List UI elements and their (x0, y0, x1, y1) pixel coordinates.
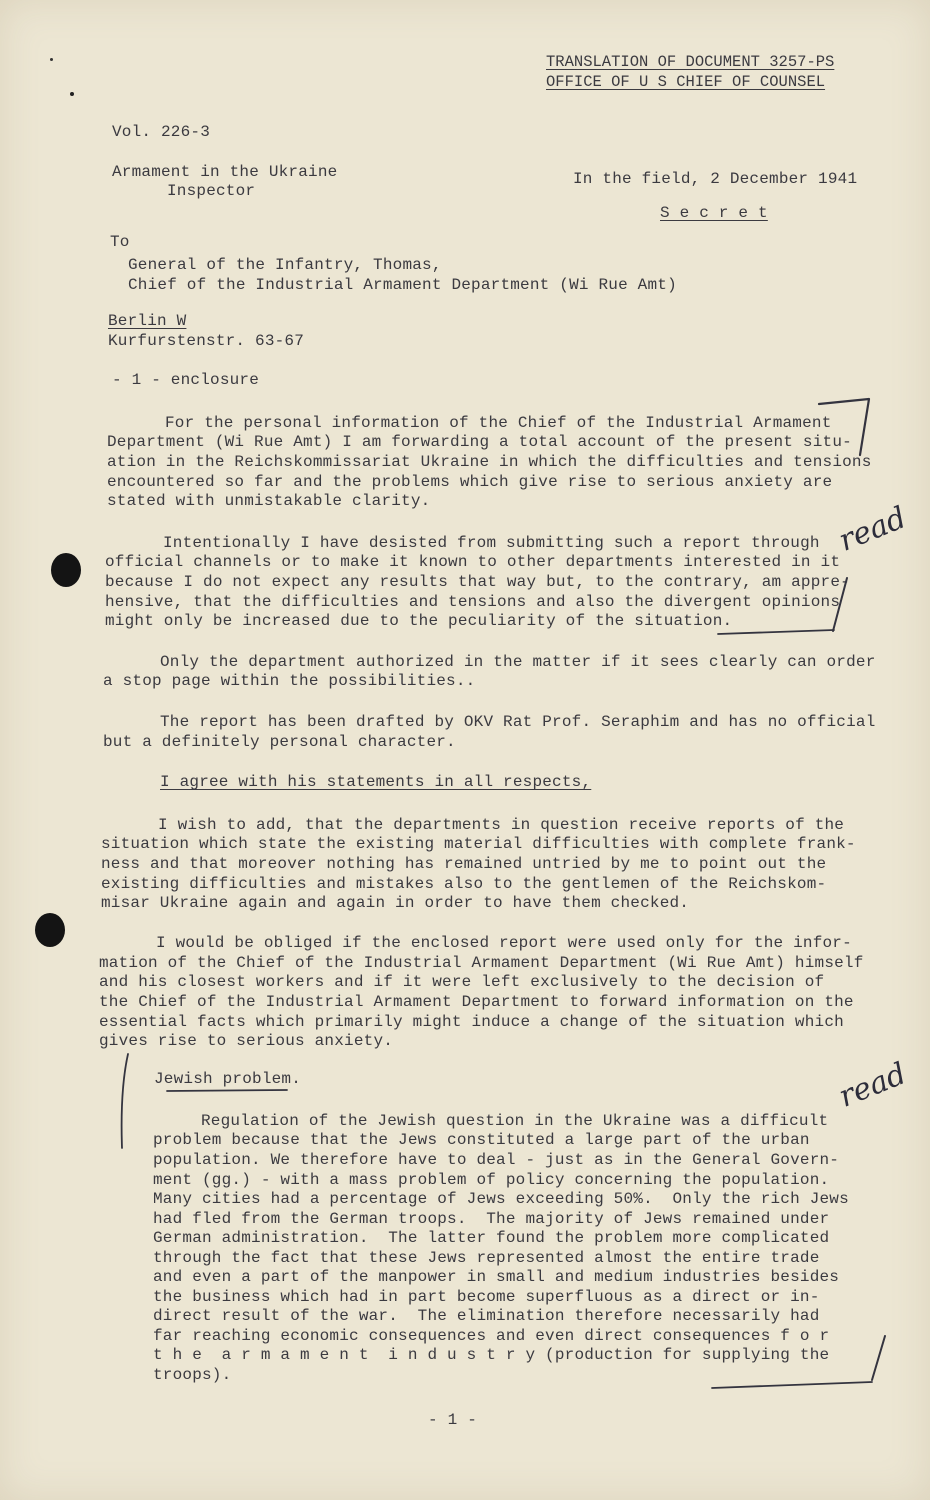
section-line: far reaching economic consequences and even direct consequences f o r (153, 1327, 830, 1345)
sender-line-2: Inspector (167, 182, 256, 200)
paragraph-3-line: Only the department authorized in the matter if it sees clearly can order (160, 653, 876, 671)
paragraph-7-line: gives rise to serious anxiety. (99, 1032, 394, 1050)
to-label: To (110, 233, 130, 251)
paragraph-6-line: misar Ukraine again and again in order to have them checked. (101, 894, 690, 912)
section-line: through the fact that these Jews represented almost the entire trade (153, 1249, 820, 1267)
paragraph-3-line: a stop page within the possibilities.. (103, 672, 476, 690)
section-line: the business which had in part become superfluous as a direct or in- (153, 1288, 820, 1306)
place-date: In the field, 2 December 1941 (573, 170, 858, 188)
agreement-statement: I agree with his statements in all respects, (160, 773, 592, 791)
section-end-bracket-vertical (872, 1336, 885, 1380)
section-line: t h e a r m a m e n t i n d u s t r y (production for supplying the (153, 1346, 830, 1364)
paragraph-6-line: ness and that moreover nothing has remained untried by me to point out the (101, 855, 827, 873)
section-line: German administration. The latter found the problem more complicated (153, 1229, 830, 1247)
section-line: troops). (153, 1366, 232, 1384)
section-line: had fled from the German troops. The majority of Jews remained under (153, 1210, 830, 1228)
sender-line-1: Armament in the Ukraine (112, 163, 338, 181)
paragraph-1-line: encountered so far and the problems which give rise to serious anxiety are (107, 473, 833, 491)
secret-classification: S e c r e t (660, 204, 768, 222)
enclosure-note: - 1 - enclosure (112, 371, 260, 389)
section-heading-jewish-problem: Jewish problem. (154, 1070, 302, 1088)
paragraph-1-line: ation in the Reichskommissariat Ukraine in which the difficulties and tensions (107, 453, 872, 471)
paragraph-2-line: hensive, that the difficulties and tensions and also the divergent opinions (105, 593, 841, 611)
paper-speck (50, 58, 53, 61)
paragraph-1-line: For the personal information of the Chief of the Industrial Armament (165, 414, 832, 432)
paragraph-2-line: Intentionally I have desisted from submitting such a report through (163, 534, 820, 552)
punch-hole-top (51, 553, 81, 587)
addressee-line-1: General of the Infantry, Thomas, (128, 256, 442, 274)
paragraph-6-line: existing difficulties and mistakes also to the gentlemen of the Reichskom- (101, 875, 827, 893)
paragraph-1-line: Department (Wi Rue Amt) I am forwarding a total account of the present situ- (107, 433, 852, 451)
translation-header: TRANSLATION OF DOCUMENT 3257-PS (546, 53, 835, 71)
volume-number: Vol. 226-3 (112, 123, 211, 141)
page-number: - 1 - (428, 1411, 478, 1429)
paragraph-6-line: situation which state the existing material difficulties with complete frank- (101, 835, 856, 853)
addressee-city: Berlin W (108, 312, 187, 330)
paper-speck (70, 92, 74, 96)
section-line: population. We therefore have to deal - just as in the General Govern- (153, 1151, 840, 1169)
paragraph-6-line: I wish to add, that the departments in question receive reports of the (158, 816, 845, 834)
section-line: Many cities had a percentage of Jews exceeding 50%. Only the rich Jews (153, 1190, 849, 1208)
paragraph-7-line: and his closest workers and if it were left exclusively to the decision of (99, 973, 825, 991)
addressee-line-2: Chief of the Industrial Armament Department (Wi Rue Amt) (128, 276, 677, 294)
handwritten-read-note: read (833, 500, 912, 559)
section-line: direct result of the war. The elimination therefore necessarily had (153, 1307, 820, 1325)
paragraph-1-line: stated with unmistakable clarity. (107, 492, 431, 510)
paragraph-2-line: might only be increased due to the peculiarity of the situation. (105, 612, 733, 630)
addressee-street: Kurfurstenstr. 63-67 (108, 332, 305, 350)
paragraph-7-line: the Chief of the Industrial Armament Department to forward information on the (99, 993, 854, 1011)
paragraph-2-line: because I do not expect any results that way but, to the contrary, am appre- (105, 573, 850, 591)
paragraph-2-line: official channels or to make it known to other departments interested in it (105, 553, 841, 571)
paragraph-4-line: The report has been drafted by OKV Rat Prof. Seraphim and has no official (160, 713, 876, 731)
paragraph-4-line: but a definitely personal character. (103, 733, 456, 751)
office-header: OFFICE OF U S CHIEF OF COUNSEL (546, 73, 826, 91)
section-line: ment (gg.) - with a mass problem of policy concerning the population. (153, 1171, 830, 1189)
section-line: Regulation of the Jewish question in the Ukraine was a difficult (201, 1112, 829, 1130)
underline-stroke (718, 630, 834, 634)
section-end-bracket-bottom (712, 1382, 872, 1388)
section-line: and even a part of the manpower in small and medium industries besides (153, 1268, 840, 1286)
paragraph-7-line: I would be obliged if the enclosed report were used only for the infor- (156, 934, 852, 952)
section-bracket (122, 1054, 128, 1148)
paragraph-7-line: mation of the Chief of the Industrial Armament Department (Wi Rue Amt) himself (99, 954, 864, 972)
section-line: problem because that the Jews constituted a large part of the urban (153, 1131, 810, 1149)
handwritten-read-note: read (833, 1056, 912, 1115)
paragraph-7-line: essential facts which primarily might induce a change of the situation which (99, 1013, 844, 1031)
punch-hole-bottom (35, 913, 65, 947)
heading-underline-stroke (167, 1090, 287, 1091)
